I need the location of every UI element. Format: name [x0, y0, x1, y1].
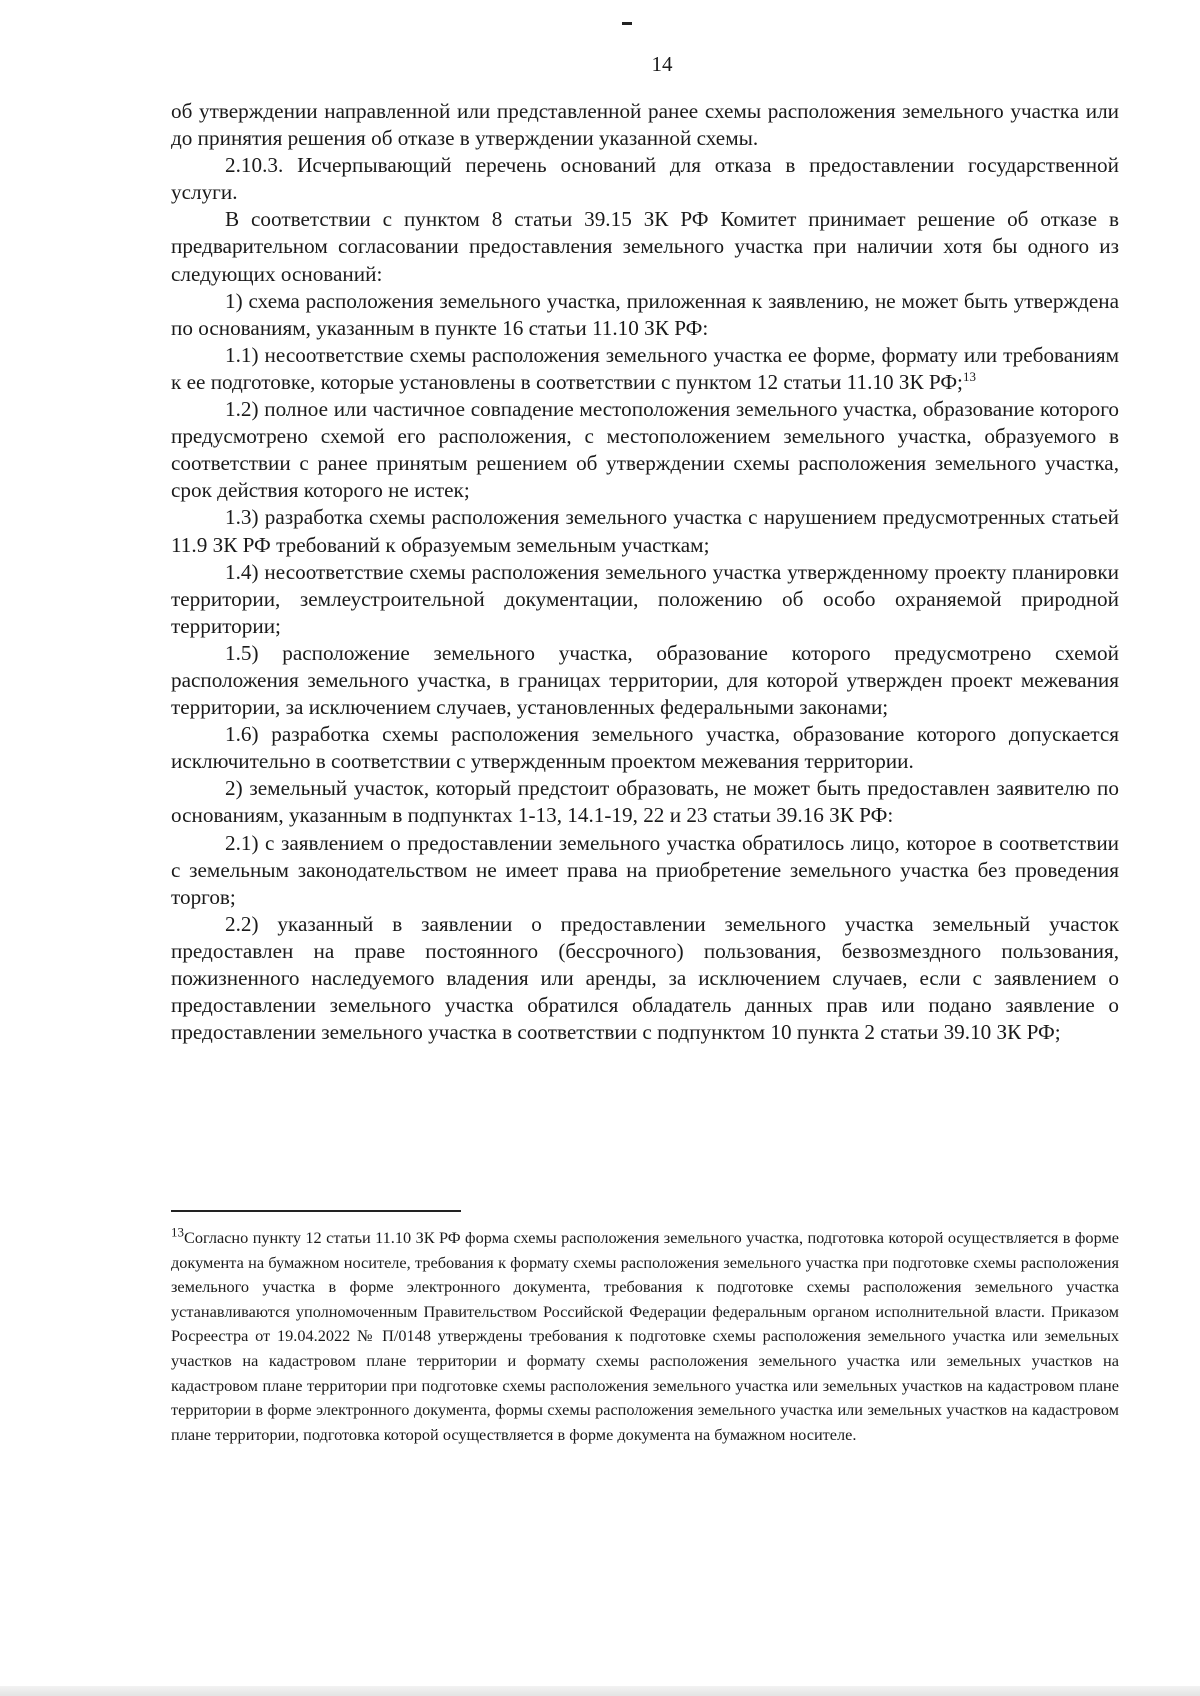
paragraph: 2.10.3. Исчерпывающий перечень оснований для отказа в предоставлении государственной услуги. [171, 153, 1119, 205]
scan-mark [622, 22, 632, 25]
page-number: 14 [651, 52, 673, 76]
paragraph: 1.2) полное или частичное совпадение местоположения земельного участка, образование которого предусмотрено схемой его расположения, с местоположением земельного участка, образуемого в соответствии с ранее принятым решением об утверждении схемы расположения земельного участка, срок действия которого не истек; [171, 397, 1119, 503]
paragraph: 1.3) разработка схемы расположения земельного участка с нарушением предусмотренных статьей 11.9 ЗК РФ требований к образуемым земельным участкам; [171, 505, 1119, 557]
footnote-body: Согласно пункту 12 статьи 11.10 ЗК РФ форма схемы расположения земельного участка, подготовка которой осуществляется в форме документа на бумажном носителе, требования к формату схемы расположения земельного участка при подготовке схемы расположения земельного участка в форме электронного документа, требования к подготовке схемы расположения земельного участка устанавливаются уполномоченным Правительством Российской Федерации федеральным органом исполнительной власти. Приказом Росреестра от 19.04.2022 № П/0148 утверждены требования к подготовке схемы расположения земельного участка или земельных участков на кадастровом плане территории и формату схемы расположения земельного участка или земельных участков на кадастровом плане территории при подготовке схемы расположения земельного участка или земельных участков на кадастровом плане территории в форме электронного документа, формы схемы расположения земельного участка или земельных участков на кадастровом плане территории, подготовка которой осуществляется в форме документа на бумажном носителе. [171, 1228, 1119, 1444]
paragraph: 1.6) разработка схемы расположения земельного участка, образование которого допускается исключительно в соответствии с утвержденным проектом межевания территории. [171, 722, 1119, 774]
paragraph-with-footnote [171, 342, 1119, 396]
main-text [171, 98, 1119, 1046]
footnote-reference[interactable]: 13 [962, 368, 976, 384]
paragraph: 2.2) указанный в заявлении о предоставлении земельного участка земельный участок предоставлен на праве постоянного (бессрочного) пользования, безвозмездного пользования, пожизненного наследуемого владения или аренды, за исключением случаев, если с заявлением о предоставлении земельного участка обратился обладатель данных прав или подано заявление о предоставлении земельного участка в соответствии с подпунктом 10 пункта 2 статьи 39.10 ЗК РФ; [171, 911, 1119, 1045]
footnote-marker: 13 [171, 1224, 184, 1240]
paragraph-text: 1.1) несоответствие схемы расположения земельного участка ее форме, формату или требованиям к ее подготовке, которые установлены в соответствии с пунктом 12 статьи 11.10 ЗК РФ; [171, 342, 1119, 394]
scan-bottom-edge [0, 1686, 1200, 1696]
paragraph: 2.1) с заявлением о предоставлении земельного участка обратилось лицо, которое в соответствии с земельным законодательством не имеет права на приобретение земельного участка без проведения торгов; [171, 830, 1119, 909]
footnote [171, 1226, 1119, 1447]
paragraph: 1.5) расположение земельного участка, образование которого предусмотрено схемой расположения земельного участка, в границах территории, для которой утвержден проект межевания территории, за исключением случаев, установленных федеральными законами; [171, 640, 1119, 720]
paragraph: 1.4) несоответствие схемы расположения земельного участка утвержденному проекту планировки территории, землеустроительной документации, положению об особо охраняемой природной территории; [171, 559, 1119, 638]
paragraph: 2) земельный участок, который предстоит образовать, не может быть предоставлен заявителю по основаниям, указанным в подпунктах 1-13, 14.1-19, 22 и 23 статьи 39.16 ЗК РФ: [171, 776, 1119, 828]
paragraph: 1) схема расположения земельного участка, приложенная к заявлению, не может быть утверждена по основаниям, указанным в пункте 16 статьи 11.10 ЗК РФ: [171, 288, 1119, 340]
paragraph: об утверждении направленной или представленной ранее схемы расположения земельного участка или до принятия решения об отказе в утверждении указанной схемы. [171, 99, 1119, 151]
footnote-divider [171, 1210, 461, 1212]
paragraph: В соответствии с пунктом 8 статьи 39.15 ЗК РФ Комитет принимает решение об отказе в предварительном согласовании предоставления земельного участка при наличии хотя бы одного из следующих оснований: [171, 207, 1119, 286]
footnote-paragraph [171, 1226, 1119, 1447]
